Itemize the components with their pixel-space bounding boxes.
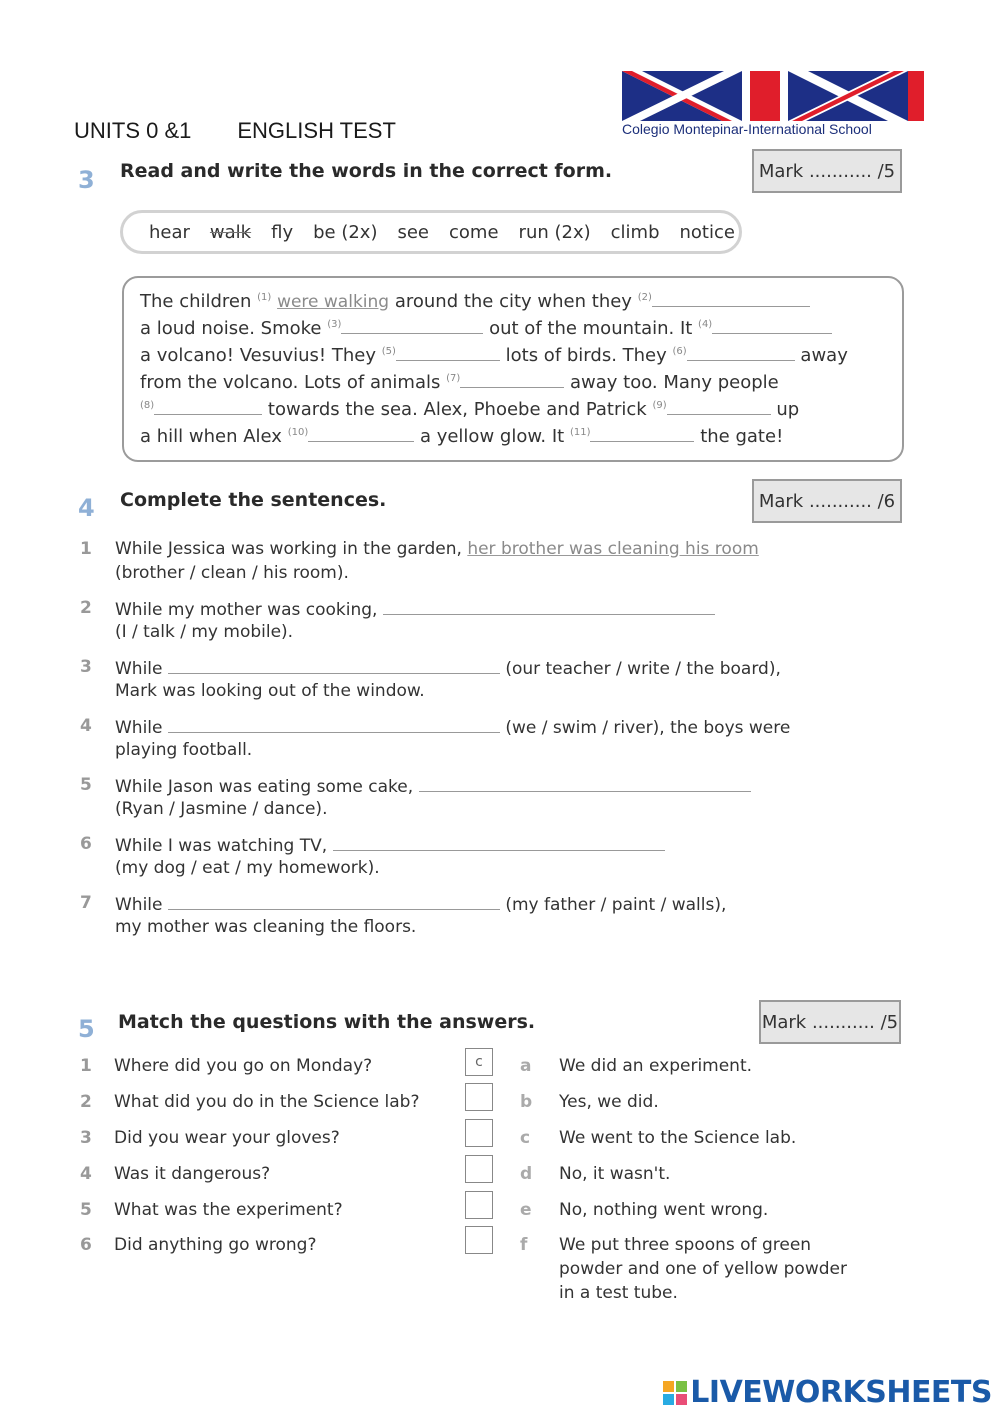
answer-blank[interactable] [383, 598, 715, 615]
item-number: 5 [80, 775, 92, 795]
sentence-prompt: playing football. [115, 740, 253, 760]
story-line-3: a volcano! Vesuvius! They $^{(5)}$ lots of birds. They $^{(6)}$ away [140, 345, 848, 366]
answer-blank[interactable] [333, 834, 665, 851]
blank-10[interactable] [308, 425, 414, 442]
answer-text: No, it wasn't. [559, 1164, 671, 1184]
word-notice: notice [679, 221, 735, 243]
question-text: Did you wear your gloves? [114, 1128, 340, 1148]
question-text: Did anything go wrong? [114, 1235, 317, 1255]
answer-letter: f [520, 1235, 528, 1255]
question-number: 1 [80, 1056, 92, 1076]
units-label: UNITS 0 &1 [74, 118, 192, 143]
story-line-5: $^{(8)}$ towards the sea. Alex, Phoebe and Patrick $^{(9)}$ up [140, 399, 800, 420]
blank-5[interactable] [396, 344, 500, 361]
answer-text-cont: in a test tube. [559, 1283, 678, 1303]
word-be: be (2x) [313, 221, 378, 243]
answer-letter: a [520, 1056, 532, 1076]
section-3-title: Read and write the words in the correct form. [120, 160, 613, 182]
union-flag-logo [622, 71, 924, 121]
word-hear: hear [149, 221, 190, 243]
sentence-start: While (our teacher / write / the board), [115, 659, 781, 679]
sentence-prompt: (my dog / eat / my homework). [115, 858, 380, 878]
question-number: 4 [80, 1164, 92, 1184]
answer-1[interactable]: were walking [277, 292, 390, 312]
item-number: 1 [80, 539, 92, 559]
sentence-prompt: (brother / clean / his room). [115, 563, 349, 583]
answer-letter: e [520, 1200, 532, 1220]
item-number: 2 [80, 598, 92, 618]
word-fly: fly [271, 221, 294, 243]
answer-blank[interactable] [168, 893, 500, 910]
answer-blank[interactable] [168, 716, 500, 733]
question-number: 2 [80, 1092, 92, 1112]
blank-9[interactable] [667, 398, 771, 415]
school-name: Colegio Montepinar-International School [622, 121, 872, 137]
sentence-start: While Jessica was working in the garden, her brother was cleaning his room [115, 539, 759, 559]
answer-text: We went to the Science lab. [559, 1128, 797, 1148]
section-5-number: 5 [78, 1015, 95, 1043]
question-number: 5 [80, 1200, 92, 1220]
sentence-start: While I was watching TV, [115, 834, 665, 856]
sentence-prompt: Mark was looking out of the window. [115, 681, 425, 701]
word-come: come [449, 221, 499, 243]
liveworksheets-icon [662, 1380, 688, 1406]
item-number: 6 [80, 834, 92, 854]
answer-text: We did an experiment. [559, 1056, 753, 1076]
blank-3[interactable] [341, 317, 483, 334]
story-line-2: a loud noise. Smoke $^{(3)}$ out of the mountain. It $^{(4)}$ [140, 317, 832, 339]
answer-box[interactable] [465, 1119, 493, 1147]
answer-box[interactable] [465, 1226, 493, 1254]
story-line-4: from the volcano. Lots of animals $^{(7)}$ away too. Many people [140, 372, 779, 393]
item-number: 4 [80, 716, 92, 736]
word-run: run (2x) [518, 221, 591, 243]
sentence-start: While Jason was eating some cake, [115, 775, 751, 797]
answer-box[interactable]: c [465, 1048, 493, 1076]
question-number: 6 [80, 1235, 92, 1255]
answer-box[interactable] [465, 1083, 493, 1111]
liveworksheets-logo [662, 1375, 992, 1410]
answer-box[interactable] [465, 1155, 493, 1183]
answer-text: We put three spoons of green [559, 1235, 812, 1255]
question-text: What was the experiment? [114, 1200, 343, 1220]
section-3-number: 3 [78, 166, 95, 194]
story-line-1: The children $^{(1)}$ were walking around the city when they $^{(2)}$ [140, 290, 810, 312]
blank-6[interactable] [687, 344, 795, 361]
sentence-prompt: (Ryan / Jasmine / dance). [115, 799, 328, 819]
answer-text: Yes, we did. [559, 1092, 659, 1112]
answer-text-cont: powder and one of yellow powder [559, 1259, 847, 1279]
answer-box[interactable] [465, 1191, 493, 1219]
word-walk: walk [209, 221, 252, 243]
answer-letter: b [520, 1092, 533, 1112]
item-number: 7 [80, 893, 92, 913]
sentence-prompt: (I / talk / my mobile). [115, 622, 294, 642]
item-number: 3 [80, 657, 92, 677]
blank-11[interactable] [590, 425, 694, 442]
word-see: see [397, 221, 430, 243]
blank-2[interactable] [652, 290, 810, 307]
test-title [74, 118, 396, 144]
section-4-title: Complete the sentences. [120, 489, 387, 511]
answer-blank[interactable] [419, 775, 751, 792]
word-climb: climb [610, 221, 660, 243]
sample-answer[interactable]: her brother was cleaning his room [467, 539, 759, 559]
story-line-6: a hill when Alex $^{(10)}$ a yellow glow. It $^{(11)}$ the gate! [140, 426, 784, 447]
liveworksheets-brand: LIVEWORKSHEETS [690, 1375, 992, 1410]
question-text: Was it dangerous? [114, 1164, 271, 1184]
sentence-start: While (we / swim / river), the boys were [115, 718, 791, 738]
word-bank [120, 210, 742, 254]
blank-7[interactable] [460, 371, 564, 388]
blank-4[interactable] [712, 317, 832, 334]
test-label: ENGLISH TEST [237, 118, 396, 143]
question-text: What did you do in the Science lab? [114, 1092, 420, 1112]
blank-8[interactable] [154, 398, 262, 415]
answer-letter: c [520, 1128, 531, 1148]
section-4-number: 4 [78, 494, 95, 522]
answer-text: No, nothing went wrong. [559, 1200, 769, 1220]
question-number: 3 [80, 1128, 92, 1148]
section-5-mark: Mark ........... /5 [759, 1000, 901, 1044]
question-text: Where did you go on Monday? [114, 1056, 373, 1076]
sentence-prompt: my mother was cleaning the floors. [115, 917, 417, 937]
answer-blank[interactable] [168, 657, 500, 674]
section-4-mark: Mark ........... /6 [752, 479, 902, 523]
section-3-mark: Mark ........... /5 [752, 149, 902, 193]
sentence-start: While my mother was cooking, [115, 598, 715, 620]
answer-letter: d [520, 1164, 533, 1184]
sentence-start: While (my father / paint / walls), [115, 895, 727, 915]
section-5-title: Match the questions with the answers. [118, 1011, 536, 1033]
